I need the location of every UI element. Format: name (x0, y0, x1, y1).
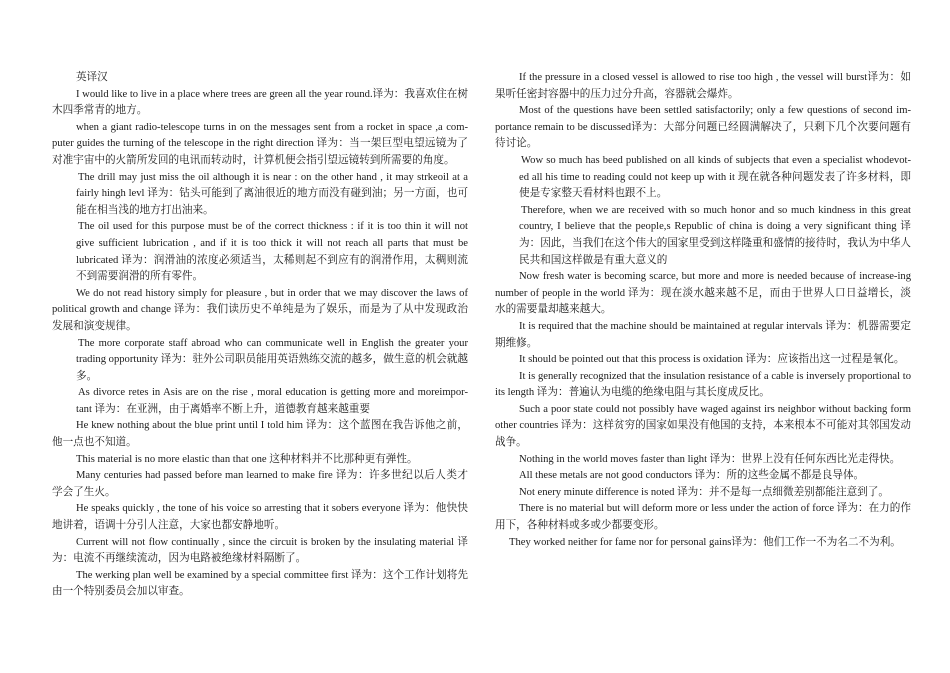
paragraph: Nothing in the world moves faster than light 译为：世界上没有任何东西比光走得快。 (519, 453, 901, 465)
paragraph: The oil used for this purpose must be of the correct thickness : if it is too thin it will not give sufficient lubrication , and if it is too thick it will not reach all parts that must be lubricated 译为：润滑油的浓度必须适当，太稀则起不到应有的润滑作用，太稠则流不到需要润滑的所有零件。 (76, 221, 468, 283)
left-column (52, 70, 468, 601)
paragraph: The drill may just miss the oil although it is near : on the other hand , it may strkeoil at a fairly hingh levl 译为：钻头可能到了离油很近的地方而没有碰到油；另一方面，也可能在相当浅的地方打出油来。 (76, 171, 468, 216)
paragraph: The more corporate staff abroad who can communicate well in English the greater your trading opportunity 译为：驻外公司职员能用英语熟练交流的越多，做生意的机会就越多。 (76, 337, 468, 382)
paragraph: If the pressure in a closed vessel is allowed to rise too high , the vessel will burst译为：如果听任密封容器中的压力过分升高，容器就会爆炸。 (495, 72, 911, 100)
paragraph: It is generally recognized that the insulation resistance of a cable is inversely proportional to its length 译为：普遍认为电缆的绝缘电阻与其长度成反比。 (495, 370, 911, 399)
right-column (495, 70, 911, 551)
paragraph: Not enery minute difference is noted 译为：并不是每一点细微差别都能注意到了。 (519, 486, 889, 498)
section-title: 英译汉 (76, 72, 108, 83)
paragraph: The werking plan well be examined by a special committee first 译为：这个工作计划将先由一个特别委员会加以审查。 (52, 569, 468, 598)
paragraph: They worked neither for fame nor for personal gains译为：他们工作一不为名二不为利。 (509, 536, 901, 548)
paragraph: Wow so much has beed published on all kinds of subjects that even a specialist whodevot-ed all his time to reading could not keep up with it 现在就各种问题发表了许多材料，即使是专家整天看材料也跟不上。 (519, 154, 911, 200)
paragraph: It is required that the machine should be maintained at regular intervals 译为：机器需要定期维修。 (495, 320, 911, 349)
paragraph: As divorce retes in Asis are on the rise , moral education is getting more and moreimpor-tant 译为：在亚洲，由于离婚率不断上升，道德教育越来越重要 (76, 387, 468, 415)
paragraph: Such a poor state could not possibly have waged against irs neighbor without backing form other countries 译为：这样贫穷的国家如果没有他国的支持，本来根本不可能对其邻国发动战争。 (495, 403, 911, 449)
paragraph: It should be pointed out that this process is oxidation 译为：应该指出这一过程是氧化。 (519, 354, 905, 366)
paragraph: Therefore, when we are received with so much honor and so much kindness in this great country, I believe that the people,s Republic of china is doing a very significant thing 译为：因此，当我们在这个伟大的国家里受到这样隆重和盛情的接待时，我认为中华人民共和国这样做是有重大意义的 (519, 204, 911, 266)
paragraph: Most of the questions have been settled satisfactorily; only a few questions of second im-portance remain to be discussed译为：大部分问题已经圆满解决了，只剩下几个次要问题有待讨论。 (495, 105, 911, 150)
paragraph: All these metals are not good conductors 译为：所的这些金属不都是良导体。 (519, 470, 865, 482)
paragraph: Current will not flow continually , since the circuit is broken by the insulating material 译为：电流不再继续流动，因为电路被绝缘材料隔断了。 (52, 536, 468, 565)
paragraph: This material is no more elastic than that one 这种材料并不比那种更有弹性。 (76, 453, 418, 465)
paragraph: when a giant radio-telescope turns in on the messages sent from a rocket in space ,a com-puter guides the turning of the telescope in the right direction 译为：当一架巨型电望远镜为了对准宇宙中的火箭所发回的电讯而转动时，计算机便会指引望远镜转到所需要的角度。 (52, 121, 468, 166)
paragraph: Many centuries had passed before man learned to make fire 译为：许多世纪以后人类才学会了生火。 (52, 470, 468, 498)
paragraph: Now fresh water is becoming scarce, but more and more is needed because of increase-ing number of people in the world 译为：现在淡水越来越不足，而由于世界人口日益增长，淡水的需要量却越来越大。 (495, 271, 911, 316)
paragraph: I would like to live in a place where trees are green all the year round.译为：我喜欢住在树木四季常青的地方。 (52, 88, 468, 117)
paragraph: He knew nothing about the blue print until I told him 译为：这个蓝图在我告诉他之前，他一点也不知道。 (52, 420, 468, 449)
paragraph: There is no material but will deform more or less under the action of force 译为：在力的作用下，各种材料或多或少都要变形。 (495, 503, 911, 532)
paragraph: He speaks quickly , the tone of his voice so arresting that it sobers everyone 译为：他快快地讲着，语调十分引人注意，大家也都安静地听。 (52, 503, 468, 532)
paragraph: We do not read history simply for pleasure , but in order that we may discover the laws of political growth and change 译为：我们读历史不单纯是为了娱乐，而是为了从中发现政治发展和演变规律。 (52, 287, 468, 332)
